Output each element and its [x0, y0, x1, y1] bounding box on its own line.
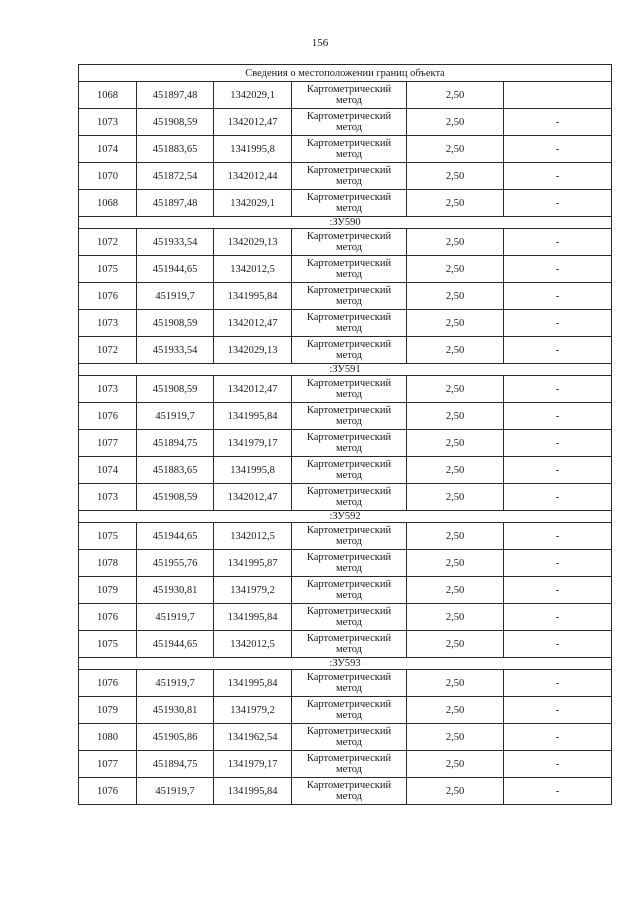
description-cell: -	[504, 376, 612, 403]
section-label: :ЗУ591	[79, 364, 612, 376]
y-coordinate-cell: 1342029,1	[214, 82, 292, 109]
point-number-cell: 1072	[79, 337, 137, 364]
method-line-1: Картометрический	[306, 258, 392, 269]
table-row	[79, 670, 612, 697]
x-coordinate-cell: 451944,65	[137, 256, 214, 283]
description-cell: -	[504, 190, 612, 217]
point-number-cell: 1075	[79, 523, 137, 550]
method-line-1: Картометрический	[306, 486, 392, 497]
accuracy-cell: 2,50	[407, 670, 504, 697]
accuracy-cell: 2,50	[407, 256, 504, 283]
method-cell	[292, 109, 407, 136]
accuracy-cell: 2,50	[407, 310, 504, 337]
accuracy-cell: 2,50	[407, 724, 504, 751]
description-cell: -	[504, 403, 612, 430]
y-coordinate-cell: 1341995,84	[214, 604, 292, 631]
accuracy-cell: 2,50	[407, 82, 504, 109]
point-number-cell: 1075	[79, 631, 137, 658]
method-line-2: метод	[335, 323, 363, 334]
point-number-cell: 1070	[79, 163, 137, 190]
method-line-2: метод	[335, 443, 363, 454]
point-number-cell: 1075	[79, 256, 137, 283]
x-coordinate-cell: 451883,65	[137, 457, 214, 484]
accuracy-cell: 2,50	[407, 484, 504, 511]
section-row	[79, 658, 612, 670]
method-line-1: Картометрический	[306, 111, 392, 122]
table-row	[79, 523, 612, 550]
point-number-cell: 1073	[79, 484, 137, 511]
accuracy-cell: 2,50	[407, 457, 504, 484]
accuracy-cell: 2,50	[407, 430, 504, 457]
method-line-2: метод	[335, 296, 363, 307]
x-coordinate-cell: 451894,75	[137, 430, 214, 457]
method-line-1: Картометрический	[306, 525, 392, 536]
description-cell: -	[504, 256, 612, 283]
accuracy-cell: 2,50	[407, 283, 504, 310]
point-number-cell: 1079	[79, 577, 137, 604]
accuracy-cell: 2,50	[407, 577, 504, 604]
method-line-2: метод	[335, 563, 363, 574]
x-coordinate-cell: 451908,59	[137, 484, 214, 511]
section-row	[79, 364, 612, 376]
accuracy-cell: 2,50	[407, 697, 504, 724]
section-row	[79, 217, 612, 229]
method-line-2: метод	[335, 176, 363, 187]
method-cell	[292, 550, 407, 577]
method-cell	[292, 631, 407, 658]
method-line-1: Картометрический	[306, 579, 392, 590]
point-number-cell: 1068	[79, 82, 137, 109]
description-cell: -	[504, 430, 612, 457]
method-line-2: метод	[335, 203, 363, 214]
method-cell	[292, 229, 407, 256]
method-line-1: Картометрический	[306, 405, 392, 416]
description-cell: -	[504, 751, 612, 778]
x-coordinate-cell: 451930,81	[137, 697, 214, 724]
table-row	[79, 256, 612, 283]
y-coordinate-cell: 1342012,47	[214, 484, 292, 511]
table-row	[79, 724, 612, 751]
accuracy-cell: 2,50	[407, 403, 504, 430]
method-line-2: метод	[335, 95, 363, 106]
method-cell	[292, 337, 407, 364]
method-cell	[292, 136, 407, 163]
method-line-2: метод	[335, 149, 363, 160]
method-line-1: Картометрический	[306, 285, 392, 296]
description-cell: -	[504, 778, 612, 805]
accuracy-cell: 2,50	[407, 190, 504, 217]
accuracy-cell: 2,50	[407, 631, 504, 658]
point-number-cell: 1076	[79, 670, 137, 697]
description-cell: -	[504, 724, 612, 751]
accuracy-cell: 2,50	[407, 550, 504, 577]
point-number-cell: 1068	[79, 190, 137, 217]
table-row	[79, 577, 612, 604]
accuracy-cell: 2,50	[407, 751, 504, 778]
method-line-2: метод	[335, 791, 363, 802]
y-coordinate-cell: 1342012,5	[214, 631, 292, 658]
method-line-2: метод	[335, 242, 363, 253]
method-line-1: Картометрический	[306, 552, 392, 563]
method-line-1: Картометрический	[306, 84, 392, 95]
table-header-title: Сведения о местоположении границ объекта	[79, 65, 612, 82]
method-line-1: Картометрический	[306, 312, 392, 323]
method-line-2: метод	[335, 737, 363, 748]
x-coordinate-cell: 451908,59	[137, 376, 214, 403]
x-coordinate-cell: 451933,54	[137, 337, 214, 364]
table-row	[79, 376, 612, 403]
accuracy-cell: 2,50	[407, 163, 504, 190]
method-line-1: Картометрический	[306, 699, 392, 710]
method-cell	[292, 697, 407, 724]
method-cell	[292, 376, 407, 403]
y-coordinate-cell: 1341979,17	[214, 430, 292, 457]
y-coordinate-cell: 1342012,44	[214, 163, 292, 190]
method-cell	[292, 310, 407, 337]
y-coordinate-cell: 1342029,13	[214, 229, 292, 256]
description-cell: -	[504, 310, 612, 337]
description-cell: -	[504, 337, 612, 364]
method-line-2: метод	[335, 269, 363, 280]
x-coordinate-cell: 451930,81	[137, 577, 214, 604]
description-cell: -	[504, 604, 612, 631]
table-row	[79, 283, 612, 310]
description-cell: -	[504, 484, 612, 511]
method-line-2: метод	[335, 764, 363, 775]
x-coordinate-cell: 451955,76	[137, 550, 214, 577]
method-line-1: Картометрический	[306, 633, 392, 644]
method-line-2: метод	[335, 350, 363, 361]
method-cell	[292, 256, 407, 283]
x-coordinate-cell: 451872,54	[137, 163, 214, 190]
method-cell	[292, 283, 407, 310]
section-label: :ЗУ593	[79, 658, 612, 670]
table-row	[79, 136, 612, 163]
description-cell: -	[504, 577, 612, 604]
method-line-1: Картометрический	[306, 231, 392, 242]
description-cell: -	[504, 136, 612, 163]
point-number-cell: 1077	[79, 751, 137, 778]
accuracy-cell: 2,50	[407, 229, 504, 256]
point-number-cell: 1076	[79, 778, 137, 805]
description-cell: -	[504, 631, 612, 658]
x-coordinate-cell: 451905,86	[137, 724, 214, 751]
method-line-1: Картометрический	[306, 753, 392, 764]
point-number-cell: 1078	[79, 550, 137, 577]
y-coordinate-cell: 1341995,84	[214, 403, 292, 430]
method-line-1: Картометрический	[306, 780, 392, 791]
table-row	[79, 109, 612, 136]
section-label: :ЗУ592	[79, 511, 612, 523]
y-coordinate-cell: 1342012,47	[214, 310, 292, 337]
accuracy-cell: 2,50	[407, 136, 504, 163]
method-line-1: Картометрический	[306, 726, 392, 737]
method-cell	[292, 724, 407, 751]
table-body	[79, 65, 612, 805]
description-cell: -	[504, 523, 612, 550]
accuracy-cell: 2,50	[407, 337, 504, 364]
description-cell: -	[504, 229, 612, 256]
table-row	[79, 778, 612, 805]
y-coordinate-cell: 1341979,17	[214, 751, 292, 778]
method-line-2: метод	[335, 617, 363, 628]
method-line-1: Картометрический	[306, 606, 392, 617]
method-line-2: метод	[335, 389, 363, 400]
point-number-cell: 1073	[79, 376, 137, 403]
method-line-2: метод	[335, 536, 363, 547]
point-number-cell: 1072	[79, 229, 137, 256]
x-coordinate-cell: 451883,65	[137, 136, 214, 163]
method-line-2: метод	[335, 470, 363, 481]
method-cell	[292, 457, 407, 484]
y-coordinate-cell: 1341979,2	[214, 577, 292, 604]
description-cell: -	[504, 457, 612, 484]
section-label: :ЗУ590	[79, 217, 612, 229]
description-cell: -	[504, 550, 612, 577]
point-number-cell: 1076	[79, 604, 137, 631]
x-coordinate-cell: 451908,59	[137, 109, 214, 136]
method-line-2: метод	[335, 497, 363, 508]
x-coordinate-cell: 451897,48	[137, 82, 214, 109]
x-coordinate-cell: 451944,65	[137, 631, 214, 658]
point-number-cell: 1076	[79, 283, 137, 310]
y-coordinate-cell: 1341995,84	[214, 670, 292, 697]
method-cell	[292, 577, 407, 604]
point-number-cell: 1079	[79, 697, 137, 724]
accuracy-cell: 2,50	[407, 778, 504, 805]
method-cell	[292, 430, 407, 457]
table-row	[79, 403, 612, 430]
x-coordinate-cell: 451897,48	[137, 190, 214, 217]
method-cell	[292, 82, 407, 109]
accuracy-cell: 2,50	[407, 376, 504, 403]
table-header-row	[79, 65, 612, 82]
x-coordinate-cell: 451919,7	[137, 670, 214, 697]
method-cell	[292, 604, 407, 631]
description-cell: -	[504, 283, 612, 310]
description-cell: -	[504, 109, 612, 136]
method-line-2: метод	[335, 644, 363, 655]
x-coordinate-cell: 451919,7	[137, 403, 214, 430]
table-row	[79, 550, 612, 577]
method-line-1: Картометрический	[306, 192, 392, 203]
point-number-cell: 1076	[79, 403, 137, 430]
x-coordinate-cell: 451894,75	[137, 751, 214, 778]
y-coordinate-cell: 1342012,5	[214, 523, 292, 550]
method-line-2: метод	[335, 590, 363, 601]
x-coordinate-cell: 451919,7	[137, 604, 214, 631]
y-coordinate-cell: 1342029,1	[214, 190, 292, 217]
description-cell: -	[504, 697, 612, 724]
table-row	[79, 697, 612, 724]
method-cell	[292, 751, 407, 778]
method-cell	[292, 163, 407, 190]
x-coordinate-cell: 451919,7	[137, 283, 214, 310]
method-line-1: Картометрический	[306, 138, 392, 149]
point-number-cell: 1073	[79, 109, 137, 136]
method-cell	[292, 523, 407, 550]
table-row	[79, 190, 612, 217]
table-row	[79, 163, 612, 190]
table-row	[79, 229, 612, 256]
y-coordinate-cell: 1341995,84	[214, 778, 292, 805]
section-row	[79, 511, 612, 523]
method-cell	[292, 403, 407, 430]
method-cell	[292, 778, 407, 805]
table-row	[79, 310, 612, 337]
table-row	[79, 751, 612, 778]
accuracy-cell: 2,50	[407, 109, 504, 136]
x-coordinate-cell: 451944,65	[137, 523, 214, 550]
method-line-1: Картометрический	[306, 339, 392, 350]
point-number-cell: 1080	[79, 724, 137, 751]
table-row	[79, 484, 612, 511]
y-coordinate-cell: 1342012,47	[214, 109, 292, 136]
y-coordinate-cell: 1341979,2	[214, 697, 292, 724]
x-coordinate-cell: 451933,54	[137, 229, 214, 256]
y-coordinate-cell: 1341995,8	[214, 457, 292, 484]
point-number-cell: 1074	[79, 136, 137, 163]
method-cell	[292, 670, 407, 697]
accuracy-cell: 2,50	[407, 604, 504, 631]
point-number-cell: 1077	[79, 430, 137, 457]
method-cell	[292, 190, 407, 217]
method-line-1: Картометрический	[306, 672, 392, 683]
x-coordinate-cell: 451908,59	[137, 310, 214, 337]
method-line-1: Картометрический	[306, 459, 392, 470]
y-coordinate-cell: 1341995,84	[214, 283, 292, 310]
method-line-2: метод	[335, 416, 363, 427]
method-line-1: Картометрический	[306, 378, 392, 389]
table-row	[79, 337, 612, 364]
y-coordinate-cell: 1342012,5	[214, 256, 292, 283]
y-coordinate-cell: 1342029,13	[214, 337, 292, 364]
point-number-cell: 1073	[79, 310, 137, 337]
description-cell	[504, 82, 612, 109]
y-coordinate-cell: 1341962,54	[214, 724, 292, 751]
method-line-1: Картометрический	[306, 165, 392, 176]
method-line-2: метод	[335, 122, 363, 133]
y-coordinate-cell: 1342012,47	[214, 376, 292, 403]
x-coordinate-cell: 451919,7	[137, 778, 214, 805]
accuracy-cell: 2,50	[407, 523, 504, 550]
boundary-coordinates-table	[78, 64, 612, 805]
method-line-2: метод	[335, 710, 363, 721]
y-coordinate-cell: 1341995,8	[214, 136, 292, 163]
y-coordinate-cell: 1341995,87	[214, 550, 292, 577]
point-number-cell: 1074	[79, 457, 137, 484]
method-cell	[292, 484, 407, 511]
method-line-1: Картометрический	[306, 432, 392, 443]
table-row	[79, 82, 612, 109]
page-number: 156	[311, 37, 329, 49]
description-cell: -	[504, 670, 612, 697]
table-row	[79, 430, 612, 457]
description-cell: -	[504, 163, 612, 190]
method-line-2: метод	[335, 683, 363, 694]
table-row	[79, 457, 612, 484]
table-row	[79, 631, 612, 658]
table-row	[79, 604, 612, 631]
